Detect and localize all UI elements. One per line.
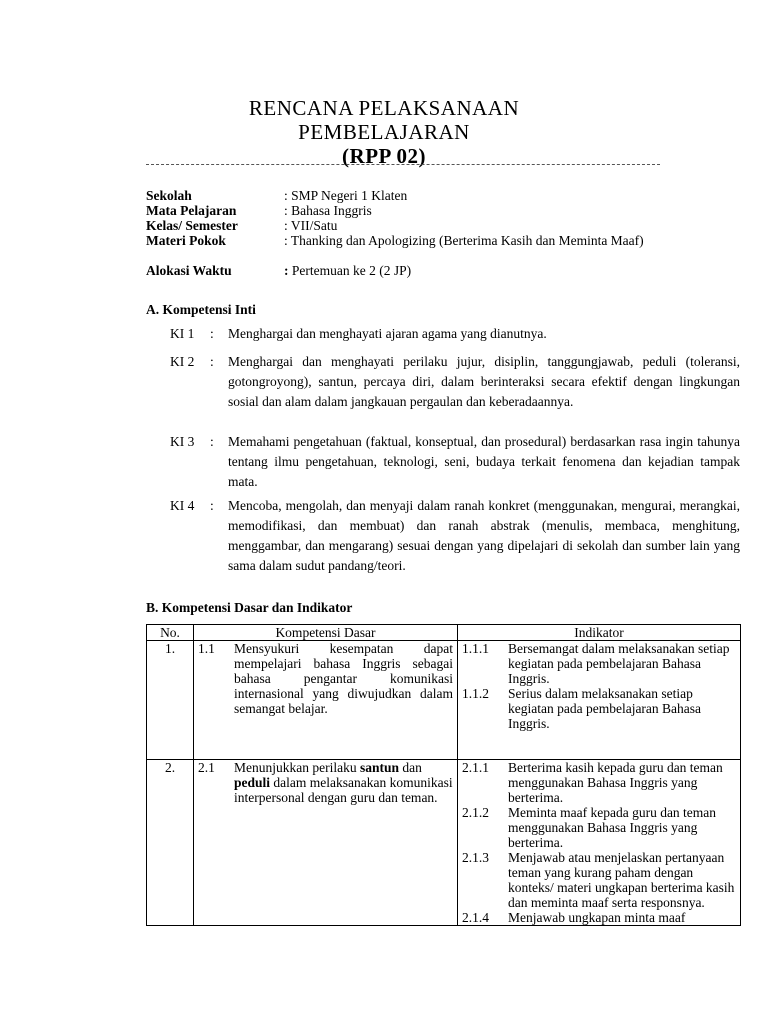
kd-number: 1.1 <box>198 641 215 656</box>
row-number: 1. <box>147 641 194 760</box>
ki-separator: : <box>210 498 214 513</box>
ki-code: KI 2 <box>170 354 195 369</box>
meta-colon: : <box>284 263 289 278</box>
kd-cell <box>194 641 458 760</box>
meta-row-class <box>146 218 686 233</box>
indicator-number: 2.1.4 <box>462 910 489 925</box>
meta-value-text: Pertemuan ke 2 (2 JP) <box>288 263 412 278</box>
document-title <box>0 96 768 168</box>
table-row <box>147 641 741 760</box>
indicator-cell <box>458 641 741 760</box>
ki-text: Menghargai dan menghayati perilaku jujur, disiplin, tanggungjawab, peduli (toleransi, gotongroyong), santun, percaya diri, dalam berinteraksi secara efektif dengan lingkungan sosial dan alam dalam jangkauan pergaulan dan keberadaannya. <box>228 354 740 409</box>
indicator-text: Meminta maaf kepada guru dan teman menggunakan Bahasa Inggris yang berterima. <box>508 805 717 850</box>
meta-label: Mata Pelajaran <box>146 203 237 218</box>
meta-value: : Thanking dan Apologizing (Berterima Kasih dan Meminta Maaf) <box>284 233 644 248</box>
ki-text: Mencoba, mengolah, dan menyaji dalam ranah konkret (menggunakan, mengurai, merangkai, memodifikasi, dan membuat) dan ranah abstrak (menulis, membaca, menghitung, menggambar, dan mengarang) sesuai dengan yang dipelajari di sekolah dan sumber lain yang sama dalam sudut pandang/teori. <box>228 498 740 573</box>
table-header-row <box>147 625 741 641</box>
meta-value: : Bahasa Inggris <box>284 203 372 218</box>
kd-text-bold: peduli <box>234 775 271 790</box>
kd-text-part: dalam melaksanakan komunikasi interpersonal dengan guru dan teman. <box>234 775 453 805</box>
indicator-number: 2.1.2 <box>462 805 489 820</box>
meta-row-material <box>146 233 686 263</box>
meta-label: Materi Pokok <box>146 233 226 248</box>
ki-separator: : <box>210 326 214 341</box>
header-kd: Kompetensi Dasar <box>194 625 458 641</box>
kd-text-part: dan <box>399 760 422 775</box>
ki-item <box>170 352 740 412</box>
indicator-number: 1.1.1 <box>462 641 489 656</box>
ki-text: Menghargai dan menghayati ajaran agama yang dianutnya. <box>228 326 547 341</box>
header-indicator: Indikator <box>458 625 741 641</box>
indicator-item <box>462 686 736 731</box>
kd-item <box>198 641 453 716</box>
indicator-item <box>462 641 736 686</box>
ki-code: KI 4 <box>170 498 195 513</box>
kd-text <box>234 760 453 805</box>
ki-code: KI 1 <box>170 326 195 341</box>
indicator-text: Menjawab atau menjelaskan pertanyaan teman yang kurang paham dengan konteks/ materi ungkapan berterima kasih dan meminta maaf serta responsnya. <box>508 850 735 910</box>
meta-value: : SMP Negeri 1 Klaten <box>284 188 408 203</box>
section-heading-a: A. Kompetensi Inti <box>146 302 256 317</box>
indicator-item <box>462 910 736 925</box>
kd-number: 2.1 <box>198 760 215 775</box>
title-line-2: PEMBELAJARAN <box>298 120 470 144</box>
ki-text: Memahami pengetahuan (faktual, konseptual, dan prosedural) berdasarkan rasa ingin tahunya tentang ilmu pengetahuan, teknologi, seni, budaya terkait fenomena dan kejadian tampak mata. <box>228 434 740 489</box>
table-row <box>147 760 741 926</box>
header-no: No. <box>147 625 194 641</box>
meta-label: Sekolah <box>146 188 192 203</box>
indicator-item <box>462 850 736 910</box>
kd-text-part: Menunjukkan perilaku <box>234 760 360 775</box>
indicator-text: Bersemangat dalam melaksanakan setiap kegiatan pada pembelajaran Bahasa Inggris. <box>508 641 730 686</box>
meta-label: Alokasi Waktu <box>146 263 232 278</box>
ki-item <box>170 324 740 344</box>
indicator-number: 1.1.2 <box>462 686 489 701</box>
ki-item <box>170 432 740 492</box>
section-heading-b: B. Kompetensi Dasar dan Indikator <box>146 600 353 615</box>
ki-item <box>170 496 740 576</box>
ki-separator: : <box>210 434 214 449</box>
title-divider <box>146 164 660 165</box>
meta-label: Kelas/ Semester <box>146 218 238 233</box>
row-number: 2. <box>147 760 194 926</box>
kd-text: Mensyukuri kesempatan dapat mempelajari bahasa Inggris sebagai bahasa pengantar komunikasi internasional yang diwujudkan dalam semangat belajar. <box>234 641 453 716</box>
indicator-text: Berterima kasih kepada guru dan teman menggunakan Bahasa Inggris yang berterima. <box>508 760 723 805</box>
kd-text-bold: santun <box>359 760 400 775</box>
meta-row-time <box>146 263 686 278</box>
meta-value <box>284 263 684 278</box>
indicator-cell <box>458 760 741 926</box>
meta-row-subject <box>146 203 686 218</box>
indicator-item <box>462 760 736 805</box>
indicator-item <box>462 805 736 850</box>
kd-item <box>198 760 453 805</box>
kd-cell <box>194 760 458 926</box>
indicator-text: Serius dalam melaksanakan setiap kegiatan pada pembelajaran Bahasa Inggris. <box>508 686 702 731</box>
ki-separator: : <box>210 354 214 369</box>
indicator-text: Menjawab ungkapan minta maaf <box>508 910 686 925</box>
meta-value: : VII/Satu <box>284 218 338 233</box>
ki-code: KI 3 <box>170 434 195 449</box>
identity-block <box>146 188 686 278</box>
title-line-1: RENCANA PELAKSANAAN <box>248 96 520 120</box>
competency-table <box>146 624 741 926</box>
indicator-number: 2.1.1 <box>462 760 489 775</box>
indicator-number: 2.1.3 <box>462 850 489 865</box>
meta-row-school <box>146 188 686 203</box>
title-line-3: (RPP 02) <box>342 144 426 168</box>
